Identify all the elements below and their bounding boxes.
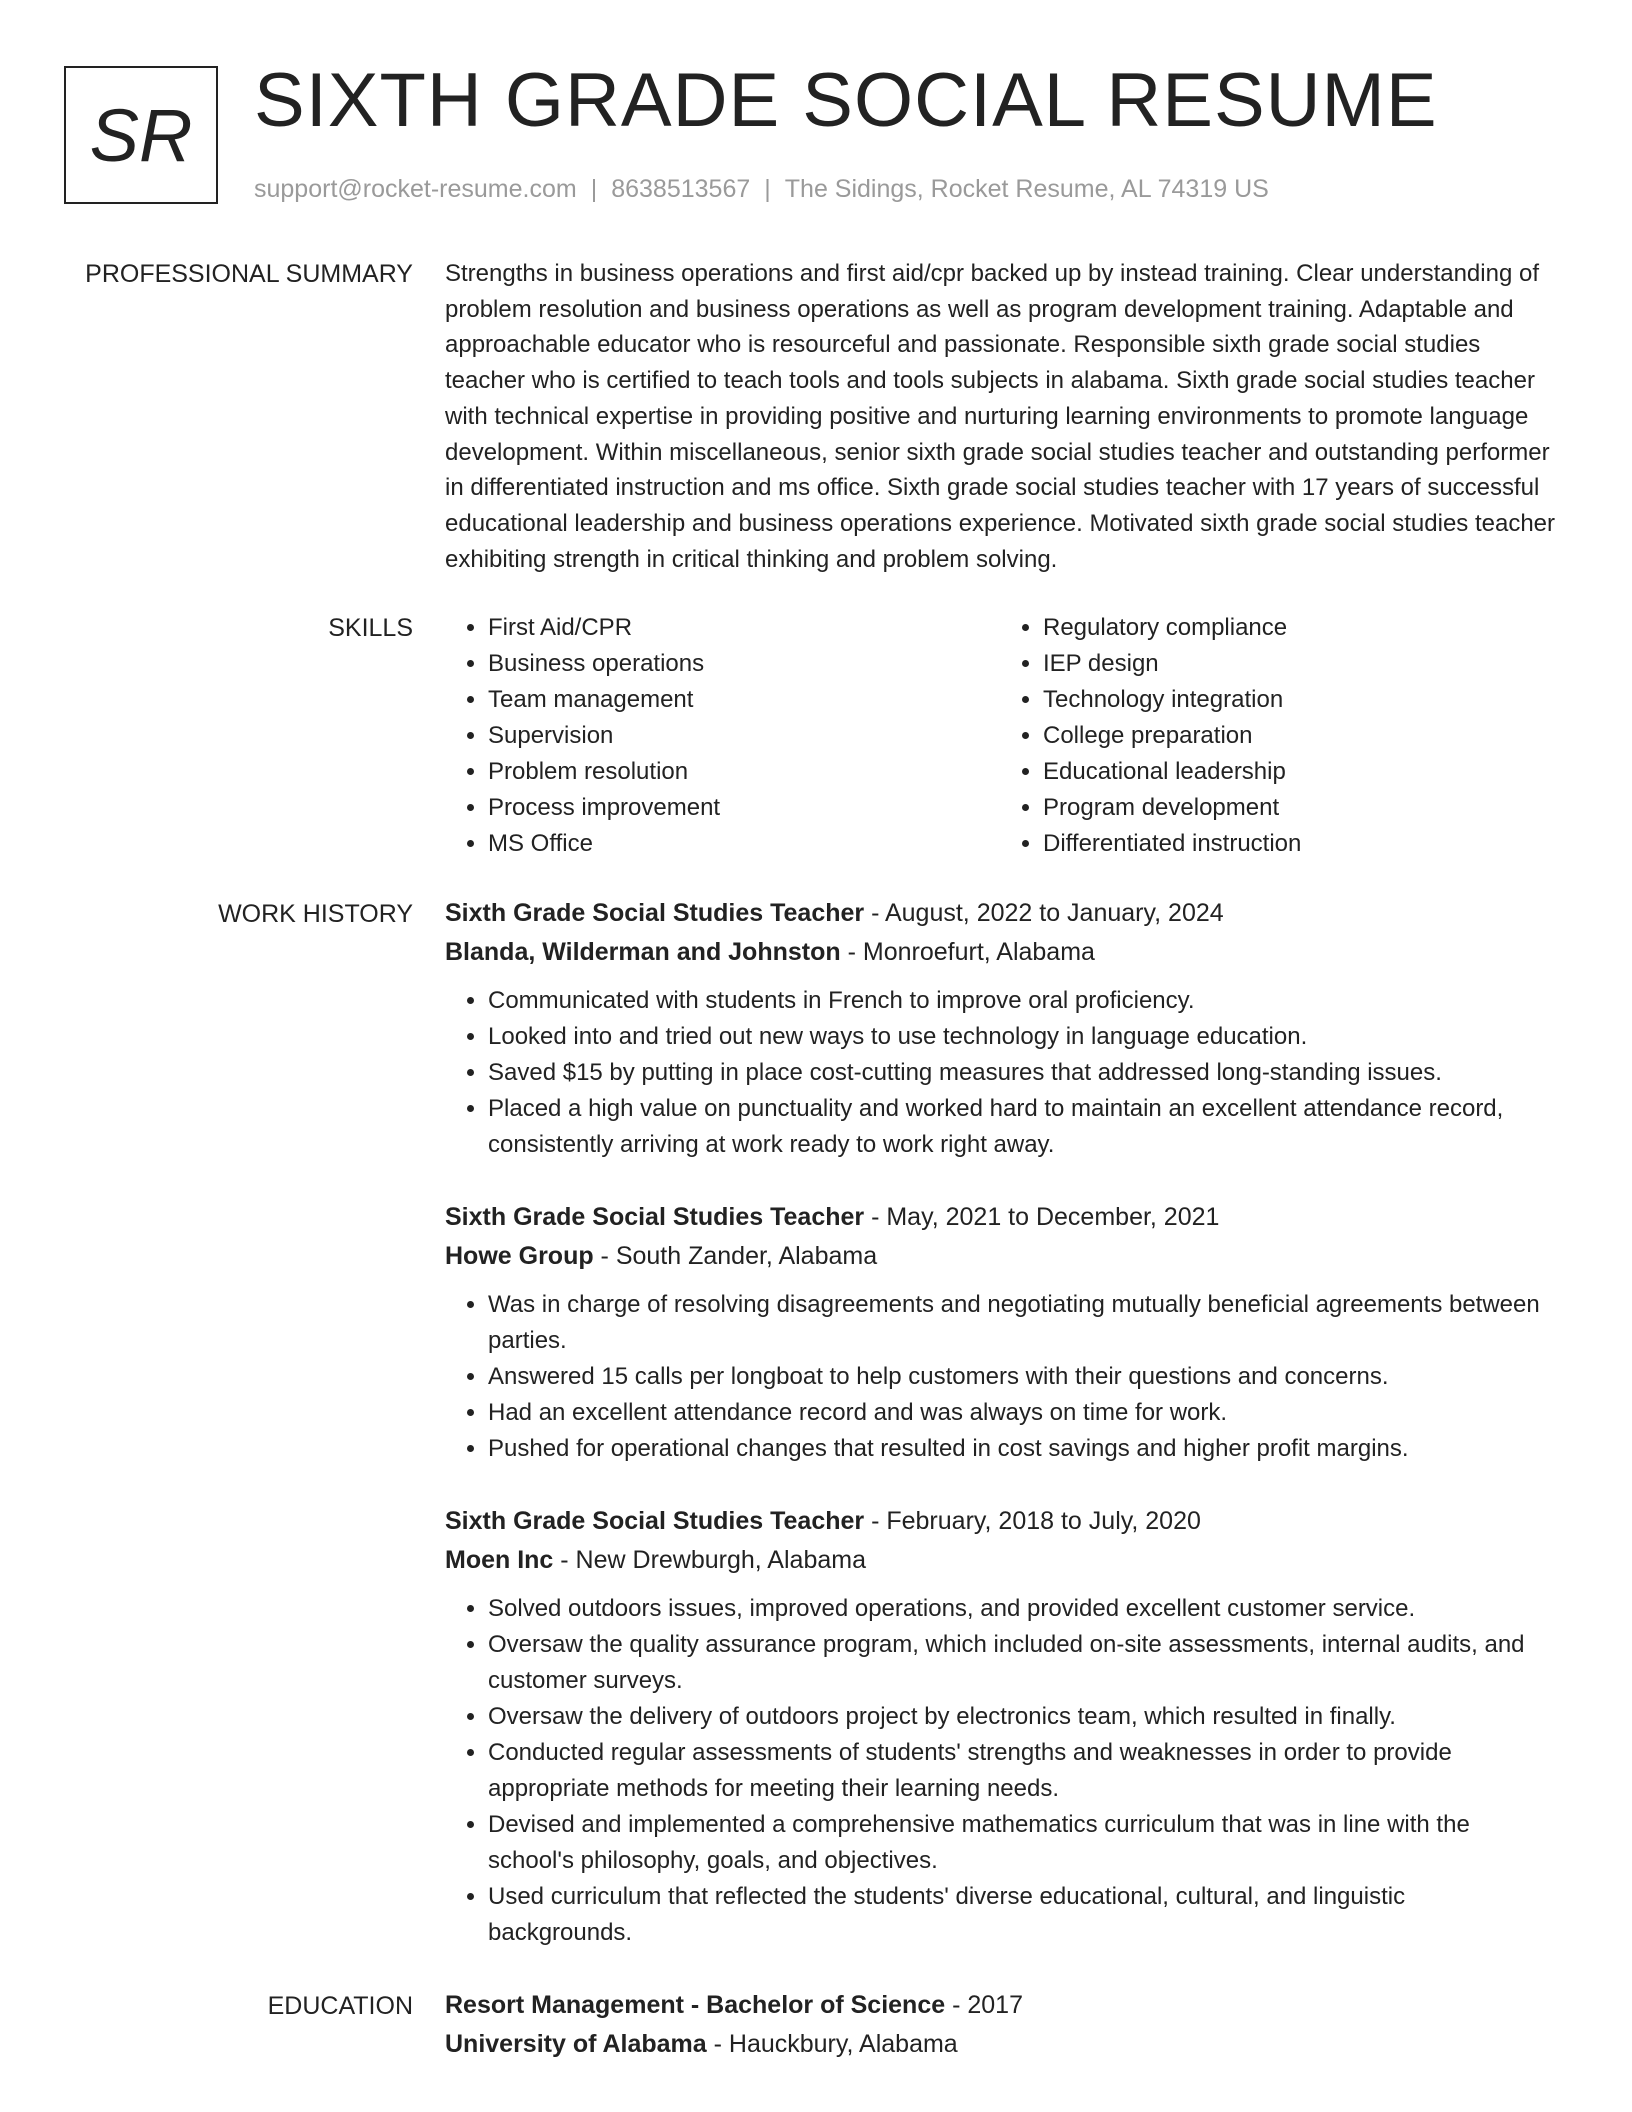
resume-title: SIXTH GRADE SOCIAL RESUME (254, 58, 1438, 143)
job-title-line (445, 1198, 1555, 1237)
monogram: SR (64, 66, 218, 204)
skill-item: • Differentiated instruction (1043, 826, 1555, 862)
job-bullet: • Devised and implemented a comprehensive mathematics curriculum that was in line with the school's philosophy, goals, and objectives. (488, 1807, 1555, 1879)
job-bullet: • Solved outdoors issues, improved operations, and provided excellent customer service. (488, 1591, 1555, 1627)
job-company-line (445, 1237, 1555, 1276)
job-dates: - May, 2021 to December, 2021 (864, 1203, 1220, 1231)
education-location: - Hauckbury, Alabama (706, 2030, 958, 2058)
job-title-line (445, 1502, 1555, 1541)
job-bullet: • Answered 15 calls per longboat to help customers with their questions and concerns. (488, 1359, 1555, 1395)
summary-content (445, 256, 1555, 577)
contact-address: The Sidings, Rocket Resume, AL 74319 US (784, 175, 1269, 203)
skill-item: • College preparation (1043, 718, 1555, 754)
contact-email: support@rocket-resume.com (254, 175, 577, 203)
education-degree-line (445, 1986, 1555, 2025)
job-bullets (445, 1287, 1555, 1467)
skills-list-left (445, 610, 1000, 862)
job-bullets (445, 983, 1555, 1163)
skill-item: • Program development (1043, 790, 1555, 826)
job-bullet: • Saved $15 by putting in place cost-cutting measures that addressed long-standing issues. (488, 1055, 1555, 1091)
skill-item: • Process improvement (488, 790, 1000, 826)
job-dates: - February, 2018 to July, 2020 (864, 1507, 1201, 1535)
skill-item: • Problem resolution (488, 754, 1000, 790)
skill-item: • Educational leadership (1043, 754, 1555, 790)
contact-line (254, 172, 1269, 206)
skill-item: • Technology integration (1043, 682, 1555, 718)
job-bullet: • Had an excellent attendance record and was always on time for work. (488, 1395, 1555, 1431)
contact-separator: | (764, 175, 771, 203)
job-title: Sixth Grade Social Studies Teacher (445, 1203, 865, 1231)
education-year: - 2017 (945, 1991, 1023, 2019)
job-company: Howe Group (445, 1242, 594, 1270)
skill-item: • MS Office (488, 826, 1000, 862)
job-bullet: • Pushed for operational changes that resulted in cost savings and higher profit margins. (488, 1431, 1555, 1467)
contact-separator: | (590, 175, 598, 203)
job-bullet: • Oversaw the quality assurance program, which included on-site assessments, internal audits, and customer surveys. (488, 1627, 1555, 1699)
job-company: Moen Inc (445, 1546, 554, 1574)
contact-phone: 8638513567 (611, 175, 751, 203)
job-title: Sixth Grade Social Studies Teacher (445, 1507, 865, 1535)
skill-item: • Team management (488, 682, 1000, 718)
job-bullet: • Was in charge of resolving disagreements and negotiating mutually beneficial agreements between parties. (488, 1287, 1555, 1359)
job-location: - Monroefurt, Alabama (840, 938, 1095, 966)
job-bullet: • Placed a high value on punctuality and worked hard to maintain an excellent attendance record, consistently arriving at work ready to work right away. (488, 1091, 1555, 1163)
job-bullet: • Conducted regular assessments of students' strengths and weaknesses in order to provide appropriate methods for meeting their learning needs. (488, 1735, 1555, 1807)
education-school: University of Alabama (445, 2030, 707, 2058)
education-degree: Resort Management - Bachelor of Science (445, 1991, 946, 2019)
job-bullet: • Used curriculum that reflected the students' diverse educational, cultural, and linguistic backgrounds. (488, 1879, 1555, 1951)
job-bullet: • Oversaw the delivery of outdoors project by electronics team, which resulted in finally. (488, 1699, 1555, 1735)
job-bullet: • Communicated with students in French to improve oral proficiency. (488, 983, 1555, 1019)
job-company: Blanda, Wilderman and Johnston (445, 938, 841, 966)
section-label-work: WORK HISTORY (218, 900, 413, 928)
job-bullet: • Looked into and tried out new ways to use technology in language education. (488, 1019, 1555, 1055)
job-location: - New Drewburgh, Alabama (553, 1546, 866, 1574)
job-bullets (445, 1591, 1555, 1951)
job-company-line (445, 933, 1555, 972)
skill-item: • Regulatory compliance (1043, 610, 1555, 646)
skill-item: • First Aid/CPR (488, 610, 1000, 646)
job-title-line (445, 894, 1555, 933)
job-dates: - August, 2022 to January, 2024 (864, 899, 1224, 927)
job-title: Sixth Grade Social Studies Teacher (445, 899, 865, 927)
skills-content (445, 610, 1555, 862)
skill-item: • Supervision (488, 718, 1000, 754)
skill-item: • IEP design (1043, 646, 1555, 682)
section-label-education: EDUCATION (267, 1992, 413, 2020)
job-company-line (445, 1541, 1555, 1580)
section-label-skills: SKILLS (328, 614, 413, 642)
skills-list-right (1000, 610, 1555, 862)
summary-text: Strengths in business operations and first aid/cpr backed up by instead training. Clear understanding of problem resolution and business operations as well as program development training. Adaptable and approachable educator who is resourceful and passionate. Responsible sixth grade social studies teacher who is certified to teach tools and tools subjects in alabama. Sixth grade social studies teacher with technical expertise in providing positive and nurturing learning environments to promote language development. Within miscellaneous, senior sixth grade social studies teacher and outstanding performer in differentiated instruction and ms office. Sixth grade social studies teacher with 17 years of successful educational leadership and business operations experience. Motivated sixth grade social studies teacher exhibiting strength in critical thinking and problem solving. (445, 260, 1556, 573)
education-school-line (445, 2025, 1555, 2064)
skill-item: • Business operations (488, 646, 1000, 682)
job-location: - South Zander, Alabama (593, 1242, 878, 1270)
section-label-summary: PROFESSIONAL SUMMARY (85, 260, 413, 288)
